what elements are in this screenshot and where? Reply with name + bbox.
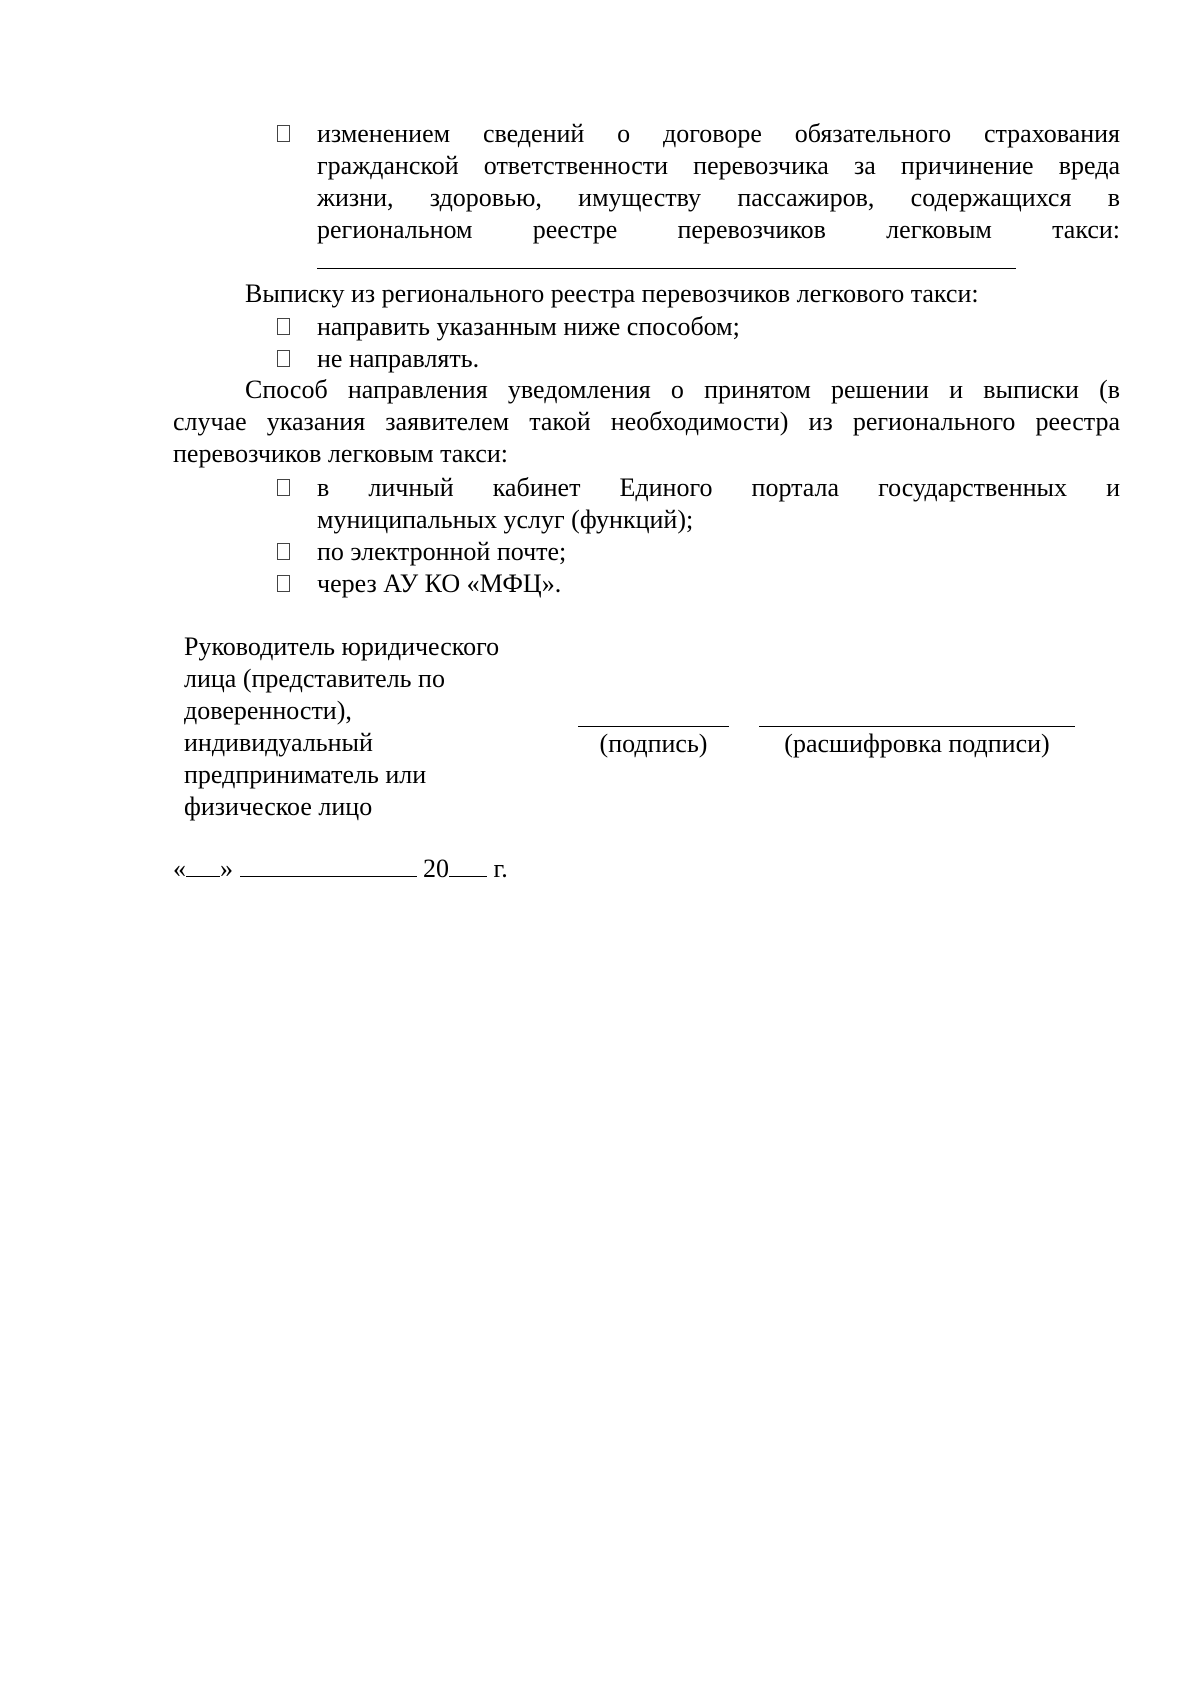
delivery-paragraph bbox=[173, 374, 1120, 470]
checkbox-email[interactable] bbox=[277, 543, 290, 560]
mfc-option-label: через АУ КО «МФЦ». bbox=[317, 569, 562, 598]
insurance-line-4: региональном реестре перевозчиков легковым такси: bbox=[317, 215, 1120, 244]
month-field[interactable] bbox=[240, 856, 417, 877]
day-field[interactable] bbox=[186, 856, 220, 877]
delivery-line-3: перевозчиков легковым такси: bbox=[173, 439, 508, 468]
checkbox-item-mfc bbox=[282, 568, 1120, 600]
checkbox-item-email bbox=[282, 536, 1120, 568]
date-line bbox=[173, 853, 508, 885]
signature-decoding-line[interactable] bbox=[759, 726, 1075, 727]
insurance-line-2: гражданской ответственности перевозчика за причинение вреда bbox=[317, 151, 1120, 180]
signature-caption: (подпись) bbox=[599, 729, 708, 758]
checkbox-item-not-send bbox=[282, 343, 1120, 375]
date-open-quote: « bbox=[173, 854, 186, 883]
insurance-line-1: изменением сведений о договоре обязательного страхования bbox=[317, 119, 1120, 148]
signer-line-3: доверенности), bbox=[184, 696, 352, 725]
extract-heading: Выписку из регионального реестра перевозчиков легкового такси: bbox=[245, 279, 979, 308]
portal-line-1: в личный кабинет Единого портала государственных и bbox=[317, 473, 1120, 502]
checkbox-portal[interactable] bbox=[277, 479, 290, 496]
signature-line[interactable] bbox=[578, 726, 729, 727]
send-option-label: направить указанным ниже способом; bbox=[317, 312, 740, 341]
signer-line-5: предприниматель или bbox=[184, 760, 427, 789]
signer-line-4: индивидуальный bbox=[184, 728, 373, 757]
checkbox-item-portal bbox=[282, 472, 1120, 536]
signer-line-1: Руководитель юридического bbox=[184, 632, 500, 661]
insurance-item-text bbox=[317, 118, 1120, 246]
insurance-line-3: жизни, здоровью, имуществу пассажиров, содержащихся в bbox=[317, 183, 1120, 212]
date-close-quote: » bbox=[220, 854, 233, 883]
signer-title bbox=[184, 631, 524, 823]
portal-option-text bbox=[317, 472, 1120, 536]
year-suffix: г. bbox=[493, 854, 508, 883]
checkbox-send[interactable] bbox=[277, 318, 290, 335]
year-prefix: 20 bbox=[423, 854, 449, 883]
delivery-line-2: случае указания заявителем такой необходимости) из регионального реестра bbox=[173, 407, 1120, 436]
signer-line-6: физическое лицо bbox=[184, 792, 373, 821]
email-option-label: по электронной почте; bbox=[317, 537, 567, 566]
checkbox-insurance[interactable] bbox=[277, 125, 290, 142]
signature-decoding-caption: (расшифровка подписи) bbox=[784, 729, 1050, 758]
signer-line-2: лица (представитель по bbox=[184, 664, 445, 693]
checkbox-not-send[interactable] bbox=[277, 350, 290, 367]
portal-line-2: муниципальных услуг (функций); bbox=[317, 505, 694, 534]
checkbox-item-send bbox=[282, 311, 1120, 343]
not-send-option-label: не направлять. bbox=[317, 344, 480, 373]
checkbox-mfc[interactable] bbox=[277, 575, 290, 592]
checkbox-item-insurance bbox=[282, 118, 1120, 250]
delivery-line-1: Способ направления уведомления о принятом решении и выписки (в bbox=[245, 375, 1120, 404]
insurance-fill-line[interactable] bbox=[317, 268, 1016, 269]
year-field[interactable] bbox=[449, 856, 487, 877]
